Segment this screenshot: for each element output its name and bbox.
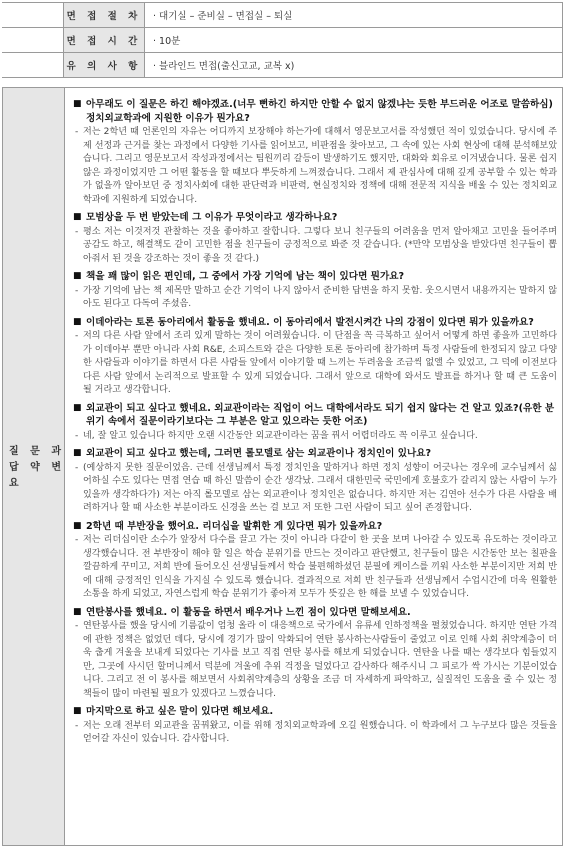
square-bullet-icon: ■	[73, 606, 82, 617]
dash-bullet-icon: -	[75, 462, 79, 473]
section-label-char: 약	[30, 462, 40, 473]
interview-info-table	[2, 2, 563, 78]
info-blank-cell	[2, 53, 64, 78]
answer-item	[73, 720, 557, 747]
square-bullet-icon: ■	[73, 271, 82, 281]
square-bullet-icon: ■	[73, 520, 82, 531]
info-row	[2, 28, 563, 53]
qa-list	[73, 94, 557, 747]
answer-text: 저는 리더십이란 소수가 앞장서 다수를 끌고 가는 것이 아니라 다같이 한 곳을 보며 나아갈 수 있도록 유도하는 것이라고 생각했습니다. 전 부반장이 해야 할 일은 학습 분위기를 만드는 것이라고 판단했고, 친구들이 많은 시간동안 보는 칠판을 깔끔하게 꾸미고, 저희 반에 들어오신 선생님들께서 학습 불편해하셨던 분필에 케이스를 끼워 사소한 부분이지만 저희 반에 대해 긍정적인 인식을 가지실 수 있도록 했습니다. 결과적으로 저희 반 친구들과 선생님께서 수업시간에 더욱 원활한 소통을 하게 되었고, 자연스럽게 학습 분위기가 좋아져 모두가 뜻깊은 한 해를 보낼 수 있었습니다.	[83, 535, 557, 599]
square-bullet-icon: ■	[73, 212, 82, 222]
dash-bullet-icon: -	[75, 226, 79, 237]
dash-bullet-icon: -	[75, 621, 79, 631]
question-item	[73, 98, 557, 125]
square-bullet-icon: ■	[73, 99, 82, 109]
dash-bullet-icon: -	[75, 535, 79, 545]
section-label-col-2	[30, 444, 40, 492]
question-text: 외교관이 되고 싶다고 했는데, 그러면 롤모델로 삼는 외교관이나 정치인이 있나요?	[86, 448, 432, 459]
question-item	[73, 606, 557, 620]
answer-item	[73, 285, 557, 312]
question-item	[73, 520, 557, 534]
question-text: 아무래도 이 질문은 하긴 해야겠죠.(너무 뻔하긴 하지만 안할 수 없지 않겠냐는 듯한 부드러운 어조로 말씀하심) 정치외교학과에 지원한 이유가 뭔가요?	[86, 99, 553, 124]
section-label-column	[3, 88, 65, 845]
answer-text: 저의 다른 사람 앞에서 조리 있게 말하는 것이 어려웠습니다. 이 단점을 꼭 극복하고 싶어서 어떻게 하면 좋을까 고민하다가 이데아부 뿐만 아니라 사회 R&E, 소피스트와 같은 다양한 토론 동아리에 참가하며 특정 사람들에 한정되지 않고 다양한 사람들과 이야기를 하면서 다른 사람들 앞에서 이야기할 때 느끼는 두려움을 조금씩 없앨 수 있었고, 그 덕에 이전보다 다른 사람 앞에서 논리적으로 발표할 수 있게 되었습니다. 그래서 앞으로 대학에 와서도 발표를 하거나 할 때 큰 도움이 될 거라고 생각합니다.	[83, 331, 557, 395]
answer-item	[73, 534, 557, 602]
answer-text: (예상하지 못한 질문이었음. 근데 선생님께서 특정 정치인을 말하거나 하면 정치 성향이 어긋나는 경우에 교수님께서 싫어하실 수도 있다는 면접 연습 때 하신 말씀이 순간 생각났. 그래서 대한민국 국민에게 호불호가 갈리지 않는 사람이 누가 있을까 생각하다가) 저는 아직 롤모델로 삼는 외교관이나 정치인은 없습니다. 하지만 저는 김연아 선수가 다른 사람을 배려하거나 할 때 사소한 부분이라도 신경을 쓰는 걸 보고 저 또한 그런 사람이 되고 싶어 존경합니다.	[83, 462, 557, 513]
answer-item	[73, 462, 557, 516]
section-label	[9, 444, 61, 492]
info-label: 유 의 사 항	[64, 53, 145, 78]
question-text: 외교관이 되고 싶다고 했네요. 외교관이라는 직업이 어느 대학에서라도 되기 쉽지 않다는 건 알고 있죠?(유한 분위기 속에서 질문이라기보다는 그 부분은 알고 있으라는 듯한 어조)	[86, 402, 555, 427]
answer-item	[73, 430, 557, 444]
question-item	[73, 270, 557, 284]
info-value: · 블라인드 면접(출신고교, 교복 x)	[145, 53, 563, 78]
question-item	[73, 211, 557, 225]
info-blank-cell	[2, 28, 64, 53]
answer-text: 저는 오래 전부터 외교관을 꿈꿔왔고, 이를 위해 정치외교학과에 오길 원했습니다. 이 학과에서 그 누구보다 많은 것들을 얻어갈 자신이 있습니다. 감사합니다.	[83, 720, 557, 744]
dash-bullet-icon: -	[75, 331, 79, 341]
question-item	[73, 316, 557, 330]
dash-bullet-icon: -	[75, 430, 79, 441]
answer-text: 가장 기억에 남는 책 제목만 말하고 순간 기억이 나지 않아서 준비한 답변을 하지 못함. 웃으시면서 내용까지는 말하지 않아도 된다고 다독여 주셨음.	[83, 285, 557, 309]
square-bullet-icon: ■	[73, 402, 82, 413]
answer-item	[73, 330, 557, 398]
section-label-char: 문	[30, 446, 40, 457]
question-text: 이데아라는 토론 동아리에서 활동을 했네요. 이 동아리에서 발전시켜간 나의 강점이 있다면 뭐가 있을까요?	[86, 316, 534, 328]
square-bullet-icon: ■	[73, 706, 82, 716]
square-bullet-icon: ■	[73, 316, 82, 327]
answer-item	[73, 226, 557, 267]
question-item	[73, 705, 557, 719]
dash-bullet-icon: -	[75, 127, 79, 137]
answer-text: 평소 저는 이것저것 관찰하는 것을 좋아하고 잘합니다. 그렇다 보니 친구들의 어려움을 먼저 알아채고 고민을 들어주며 공감도 하고, 해결책도 같이 고민한 점을 친구들이 긍정적으로 봐준 것 같습니다. (*만약 모범상을 받았다면 친구들이 뽑아줘서 된 것을 강조하는 것이 좋을 것 같다.)	[83, 226, 557, 264]
question-text: 모범상을 두 번 받았는데 그 이유가 무엇이라고 생각하나요?	[86, 212, 338, 223]
info-value: · 10분	[145, 28, 563, 53]
section-label-char: 변	[51, 462, 61, 473]
question-item	[73, 402, 557, 429]
answer-text: 저는 2학년 때 언론인의 자유는 어디까지 보장해야 하는가에 대해서 영문보고서를 작성했던 적이 있었습니다. 당시에 주제 선정과 근거를 찾는 과정에서 다양한 기사를 읽어보고, 비판점을 찾아보고, 그 속에 있는 사회 현상에 대해 분석해보았습니다. 그리고 영문보고서 작성과정에서는 팀원끼리 갈등이 발생하기도 했지만, 대화와 회유로 이겨냈습니다. 물론 쉽지 않은 과정이었지만 그 어떤 활동을 할 때보다 뿌듯하게 느껴졌습니다. 그래서 제 관심사에 대해 깊게 공부할 수 있는 학과가 없을까 알아보던 중 정치사회에 대한 판단력과 비판력, 현실정치와 정책에 대해 전문적 지식을 배울 수 있는 정치외교학과에 지원하게 되었습니다.	[83, 127, 557, 205]
answer-item	[73, 620, 557, 701]
info-row	[2, 3, 563, 28]
question-item	[73, 447, 557, 461]
answer-text: 연탄봉사를 했을 당시에 기름값이 엄청 올라 이 대응책으로 국가에서 유류세 인하정책을 펼쳤었습니다. 하지만 연탄 가격에 관한 정책은 없었던 데다, 당시에 경기가 많이 악화되어 연탄 봉사하는사람들이 줄었고 이로 인해 사회 취약계층이 더욱 춥게 겨울을 보내게 되었다는 기사를 보고 직접 연탄 봉사를 해보게 되었습니다. 연탄을 나를 때는 생각보다 힘들었지만, 그곳에 사시던 할머니께서 덕분에 겨울에 추위 걱정을 덜었다고 감사하다 해주시니 그 피로가 싹 가시는 기분이었습니다. 그리고 전 이 봉사를 해보면서 사회취약계층의 상황을 조금 더 자세하게 파악하고, 실질적인 도움을 줄 수 있는 정책들이 많이 마련될 필요가 있겠다고 느꼈습니다.	[83, 621, 557, 699]
section-label-char: 과	[51, 446, 61, 457]
section-label-char: 답	[9, 462, 19, 473]
info-label: 면 접 절 차	[64, 3, 145, 28]
section-label-col-3	[51, 444, 61, 492]
square-bullet-icon: ■	[73, 448, 82, 458]
dash-bullet-icon: -	[75, 285, 79, 296]
info-blank-cell	[2, 3, 64, 28]
section-label-col-1	[9, 444, 19, 492]
question-text: 마지막으로 하고 싶은 말이 있다면 해보세요.	[86, 706, 274, 717]
info-label: 면 접 시 간	[64, 28, 145, 53]
section-label-char: 요	[9, 478, 19, 489]
info-row	[2, 53, 563, 78]
question-text: 연탄봉사를 했네요. 이 활동을 하면서 배우거나 느낀 점이 있다면 말해보세요.	[86, 606, 411, 618]
section-label-char: 질	[9, 446, 19, 457]
question-text: 책을 꽤 많이 읽은 편인데, 그 중에서 가장 기억에 남는 책이 있다면 뭔가요?	[86, 271, 405, 282]
qa-summary-section	[2, 87, 563, 846]
info-value: · 대기실 – 준비실 – 면접실 – 퇴실	[145, 3, 563, 28]
answer-item	[73, 126, 557, 207]
question-text: 2학년 때 부반장을 했어요. 리더십을 발휘한 게 있다면 뭐가 있을까요?	[86, 520, 383, 532]
answer-text: 네, 잘 알고 있습니다 하지만 오랜 시간동안 외교관이라는 꿈을 꿔서 어렵더라도 꼭 이루고 싶습니다.	[83, 430, 478, 441]
dash-bullet-icon: -	[75, 720, 79, 731]
